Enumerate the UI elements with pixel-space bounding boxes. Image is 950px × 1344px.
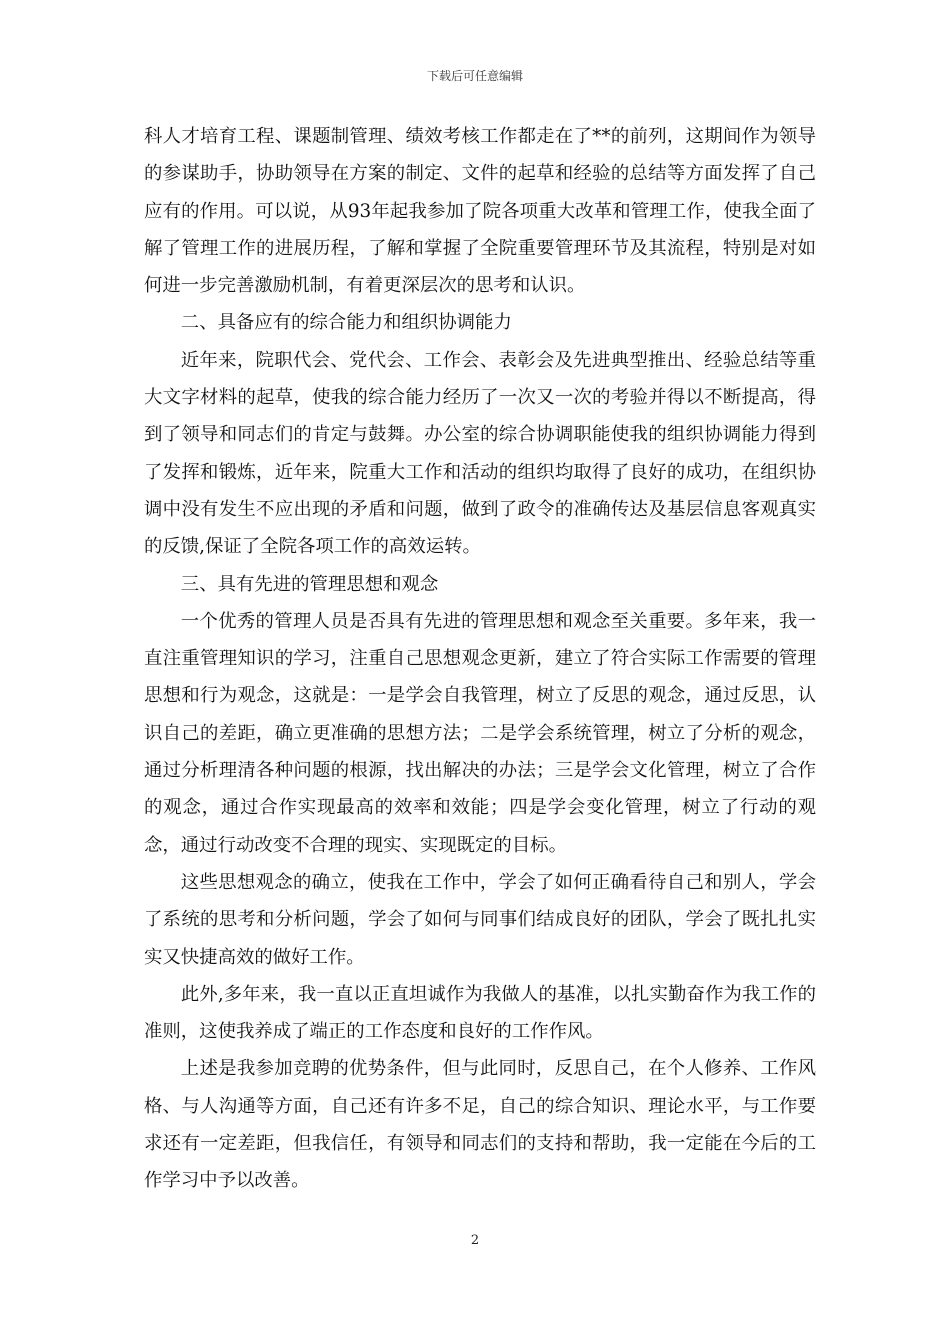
paragraph-continuation: 科人才培育工程、课题制管理、绩效考核工作都走在了**的前列，这期间作为领导的参谋助手，协助领导在方案的制定、文件的起草和经验的总结等方面发挥了自己应有的作用。可以说，从93年起我参加了院各项重大改革和管理工作，使我全面了解了管理工作的进展历程，了解和掌握了全院重要管理环节及其流程，特别是对如何进一步完善激励机制，有着更深层次的思考和认识。 bbox=[144, 126, 816, 297]
paragraph: 近年来，院职代会、党代会、工作会、表彰会及先进典型推出、经验总结等重大文字材料的起草，使我的综合能力经历了一次又一次的考验并得以不断提高，得到了领导和同志们的肯定与鼓舞。办公室的综合协调职能使我的组织协调能力得到了发挥和锻炼，近年来，院重大工作和活动的组织均取得了良好的成功，在组织协调中没有发生不应出现的矛盾和问题，做到了政令的准确传达及基层信息客观真实的反馈,保证了全院各项工作的高效运转。 bbox=[144, 349, 816, 558]
section-heading-2: 二、具备应有的综合能力和组织协调能力 bbox=[180, 312, 512, 334]
page-number: 2 bbox=[470, 1233, 480, 1248]
paragraph: 上述是我参加竞聘的优势条件，但与此同时，反思自己，在个人修养、工作风格、与人沟通等方面，自己还有许多不足，自己的综合知识、理论水平，与工作要求还有一定差距，但我信任，有领导和同志们的支持和帮助，我一定能在今后的工作学习中予以改善。 bbox=[144, 1058, 816, 1192]
paragraph: 此外,多年来，我一直以正直坦诚作为我做人的基准，以扎实勤奋作为我工作的准则，这使我养成了端正的工作态度和良好的工作作风。 bbox=[144, 983, 816, 1043]
page-header: 下载后可任意编辑 bbox=[426, 69, 523, 83]
paragraph: 这些思想观念的确立，使我在工作中，学会了如何正确看待自己和别人，学会了系统的思考和分析问题，学会了如何与同事们结成良好的团队，学会了既扎扎实实又快捷高效的做好工作。 bbox=[144, 871, 816, 968]
document-body bbox=[144, 118, 816, 1200]
paragraph: 一个优秀的管理人员是否具有先进的管理思想和观念至关重要。多年来，我一直注重管理知识的学习，注重自己思想观念更新，建立了符合实际工作需要的管理思想和行为观念，这就是：一是学会自我管理，树立了反思的观念，通过反思，认识自己的差距，确立更准确的思想方法；二是学会系统管理，树立了分析的观念，通过分析理清各种问题的根源，找出解决的办法；三是学会文化管理，树立了合作的观念，通过合作实现最高的效率和效能；四是学会变化管理，树立了行动的观念，通过行动改变不合理的现实、实现既定的目标。 bbox=[144, 610, 816, 856]
section-heading-3: 三、具有先进的管理思想和观念 bbox=[180, 573, 439, 595]
